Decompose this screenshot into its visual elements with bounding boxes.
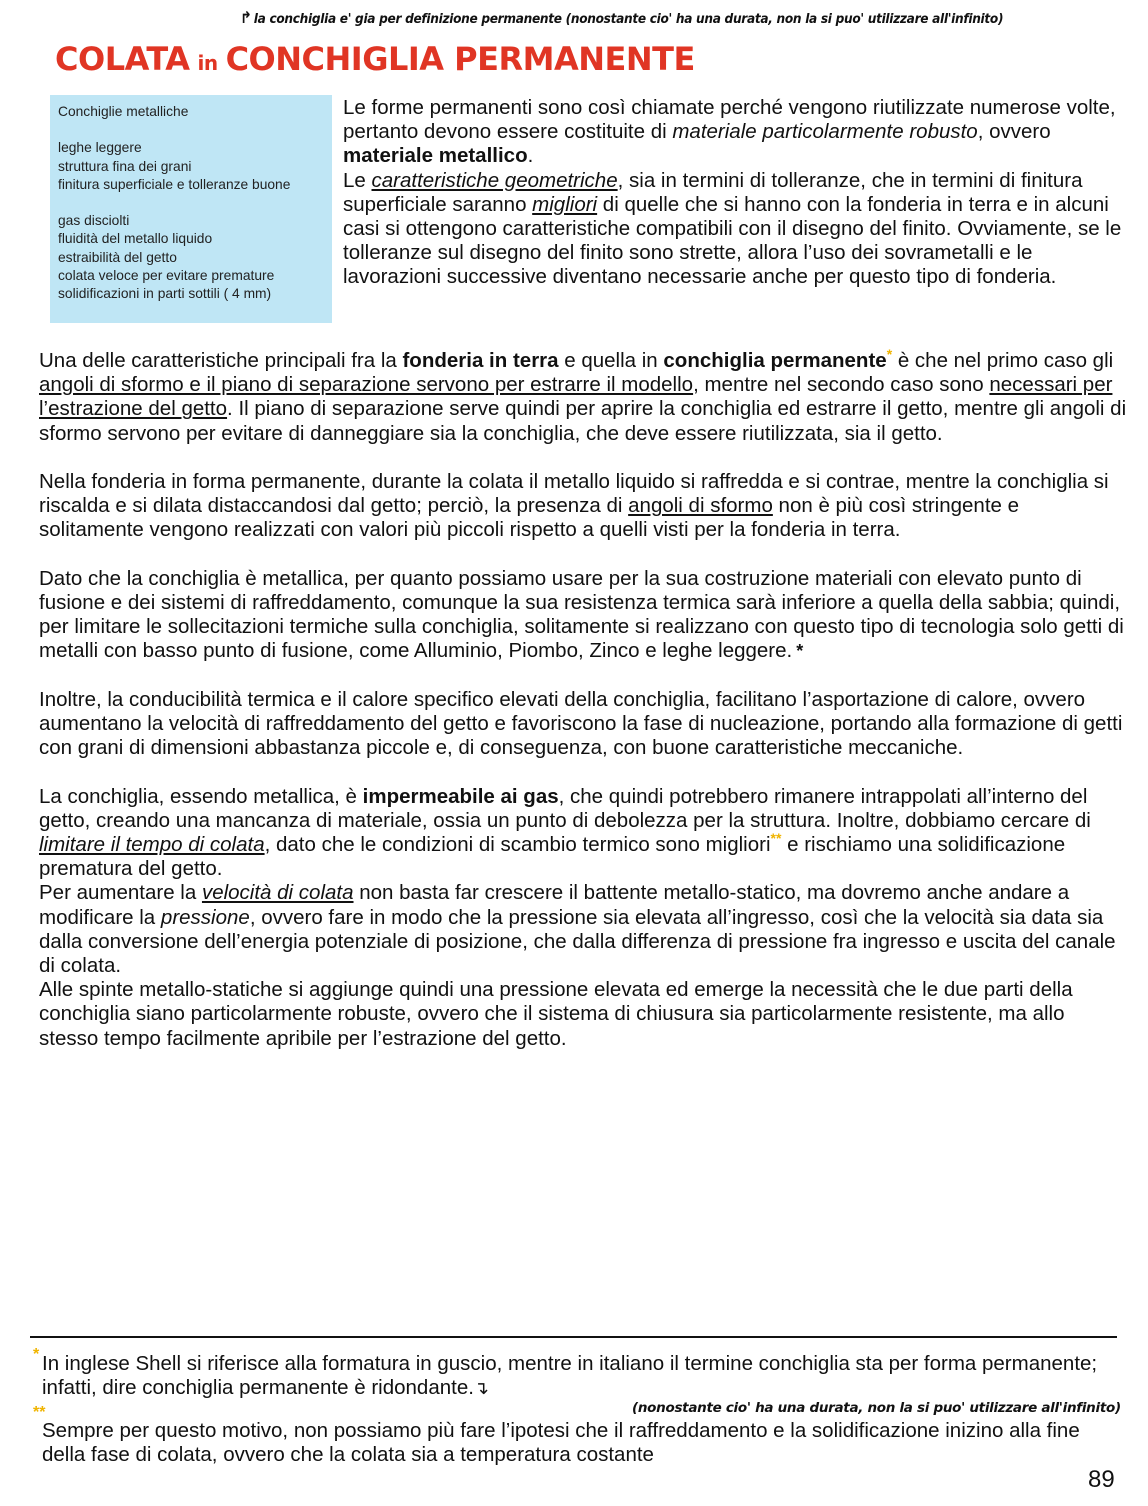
summary-item: gas disciolti xyxy=(58,213,130,229)
asterisk-icon: * xyxy=(796,641,804,662)
main-text xyxy=(39,346,1129,1051)
page-title: COLATA in CONCHIGLIA PERMANENTE xyxy=(55,40,695,78)
paragraph: Dato che la conchiglia è metallica, per quanto possiamo usare per la sua costruzione materiali con elevato punto di fusione e dei sistemi di raffreddamento, comunque la sua resistenza termica sarà inferiore a quella della sabbia; quindi, per limitare le sollecitazioni termiche sulla conchiglia, solitamente si realizzano con questo tipo di tecnologia solo getti di metalli con basso punto di fusione, come Alluminio, Piombo, Zinco e leghe leggere. * xyxy=(39,566,1124,663)
curved-arrow-icon: ↴ xyxy=(473,1378,490,1399)
paragraph: Inoltre, la conducibilità termica e il calore specifico elevati della conchiglia, facilitano l’asportazione di calore, ovvero aumentano la velocità di raffreddamento del getto e favoriscono la fase di nucleazione, portando alla formazione di getti con grani di dimensioni abbastanza piccole e, di conseguenza, con buone caratteristiche meccaniche. xyxy=(39,687,1123,760)
handwritten-top-note: ↱ la conchiglia e' gia per definizione permanente (nonostante cio' ha una durata, non la si puo' utilizzare all'infinito) xyxy=(240,8,1004,27)
footnote-divider xyxy=(30,1336,1117,1338)
curved-arrow-icon: ↱ xyxy=(240,8,252,27)
summary-item: estraibilità del getto xyxy=(58,249,177,265)
paragraph: La conchiglia, essendo metallica, è impermeabile ai gas, che quindi potrebbero rimanere intrappolati all’interno del getto, creando una mancanza di materiale, ossia un punto di debolezza per la struttura. Inoltre, dobbiamo cercare di limitare il tempo di colata, dato che le condizioni di scambio termico sono migliori** e rischiamo una solidificazione prematura del getto. xyxy=(39,784,1091,881)
footnote-mark: ** xyxy=(33,1404,46,1421)
footnote-mark: * xyxy=(886,346,893,363)
summary-item: solidificazioni in parti sottili ( 4 mm) xyxy=(58,286,272,302)
paragraph: Per aumentare la velocità di colata non basta far crescere il battente metallo-statico, ma dovremo anche andare a modificare la pressione, ovvero fare in modo che la pressione sia elevata all’ingresso, così che la velocità sia data sia dalla conversione dell’energia potenziale di posizione, che dalla differenza di pressione fra ingresso e uscita del canale di colata. xyxy=(39,881,1116,978)
footnote-1: In inglese Shell si riferisce alla formatura in guscio, mentre in italiano il termine conchiglia sta per forma permanente; infatti, dire conchiglia permanente è ridondante.↴ xyxy=(42,1352,1098,1400)
page-number: 89 xyxy=(1088,1466,1115,1493)
footnote-mark: * xyxy=(33,1346,40,1363)
summary-box xyxy=(50,95,332,323)
intro-paragraph: Le forme permanenti sono così chiamate perché vengono riutilizzate numerose volte, pertanto devono essere costituite di materiale particolarmente robusto, ovvero materiale metallico. Le caratteristiche geometriche, sia in termini di tolleranze, che in termini di finitura superficiale saranno migliori di quelle che si hanno con la fonderia in terra e in alcuni casi si ottengono caratteristiche compatibili con il disegno del finito. Ovviamente, se le tolleranze sul disegno del finito sono strette, allora l’uso dei sovrametalli e le lavorazioni successive diventano necessarie anche per questo tipo di fonderia. xyxy=(343,96,1122,289)
handwritten-footnote-note: (nonostante cio' ha una durata, non la si puo' utilizzare all'infinito) xyxy=(632,1400,1121,1416)
footnote-mark: ** xyxy=(770,830,782,847)
summary-header: Conchiglie metalliche xyxy=(58,104,189,119)
summary-item: fluidità del metallo liquido xyxy=(58,231,213,247)
summary-item: struttura fina dei grani xyxy=(58,158,192,174)
summary-item: leghe leggere xyxy=(58,140,142,156)
summary-item: colata veloce per evitare premature xyxy=(58,268,275,284)
paragraph: Una delle caratteristiche principali fra la fonderia in terra e quella in conchiglia permanente* è che nel primo caso gli angoli di sformo e il piano di separazione servono per estrarre il modello, mentre nel secondo caso sono necessari per l’estrazione del getto. Il piano di separazione serve quindi per aprire la conchiglia ed estrarre il getto, mentre gli angoli di sformo servono per evitare di danneggiare sia la conchiglia, che deve essere riutilizzata, sia il getto. xyxy=(39,346,1127,445)
paragraph: Alle spinte metallo-statiche si aggiunge quindi una pressione elevata ed emerge la necessità che le due parti della conchiglia siano particolarmente robuste, ovvero che il sistema di chiusura sia particolarmente resistente, ma allo stesso tempo facilmente apribile per l’estrazione del getto. xyxy=(39,978,1073,1050)
paragraph: Nella fonderia in forma permanente, durante la colata il metallo liquido si raffredda e si contrae, mentre la conchiglia si riscalda e si dilata distaccandosi dal getto; perciò, la presenza di angoli di sformo non è più così stringente e solitamente vengono realizzati con valori più piccoli rispetto a quelli visti per la fonderia in terra. xyxy=(39,470,1109,542)
summary-item: finitura superficiale e tolleranze buone xyxy=(58,176,291,192)
footnote-2: Sempre per questo motivo, non possiamo più fare l’ipotesi che il raffreddamento e la solidificazione inizino alla fine della fase di colata, ovvero che la colata sia a temperatura costante xyxy=(42,1419,1080,1467)
